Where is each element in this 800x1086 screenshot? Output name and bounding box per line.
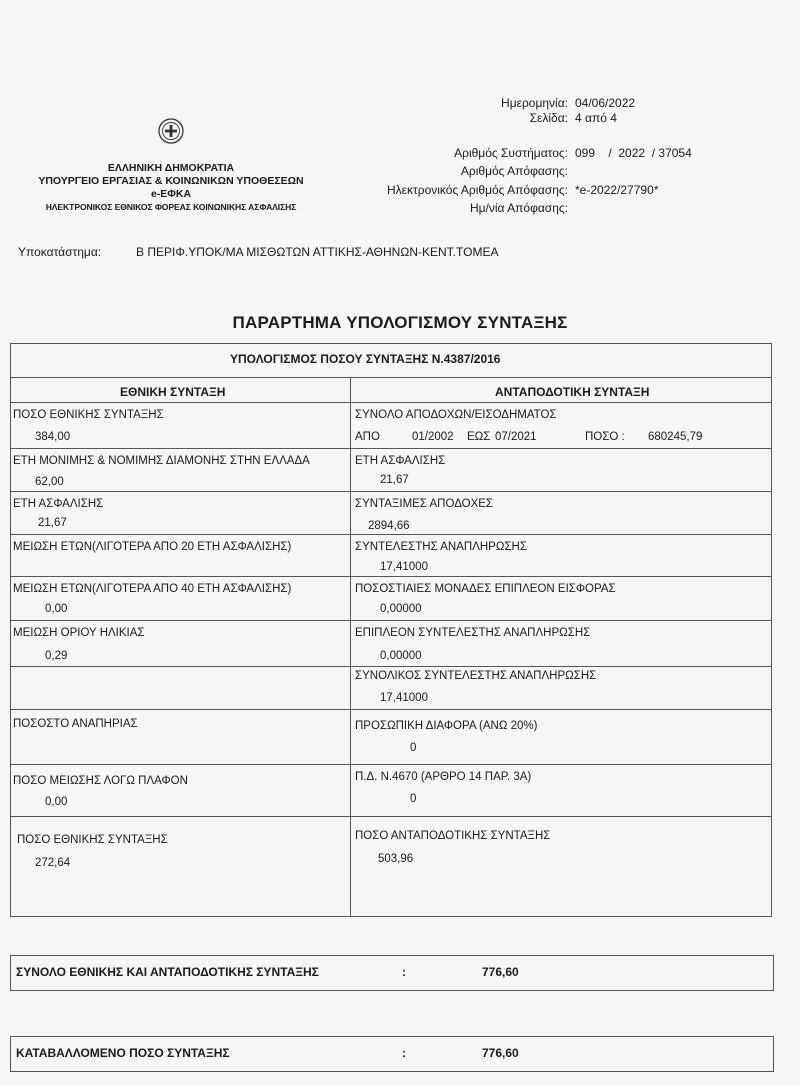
header-divider — [10, 402, 772, 403]
extra-replacement-rate-label: ΕΠΙΠΛΕΟΝ ΣΥΝΤΕΛΕΣΤΗΣ ΑΝΑΠΛΗΡΩΣΗΣ — [355, 627, 591, 639]
right-insurance-years-label: ΕΤΗ ΑΣΦΑΛΙΣΗΣ — [355, 455, 446, 467]
branch-value: Β ΠΕΡΙΦ.ΥΠΟΚ/ΜΑ ΜΙΣΘΩΤΩΝ ΑΤΤΙΚΗΣ-ΑΘΗΝΩΝ-ΚΕΝΤ.ΤΟΜΕΑ — [136, 245, 499, 259]
paid-pension-value: 776,60 — [482, 1046, 519, 1060]
right-row-divider — [350, 764, 772, 765]
table-bottom-border — [10, 916, 772, 917]
extra-replacement-rate-value: 0,00000 — [380, 650, 422, 662]
column-divider — [350, 377, 351, 917]
decision-number-label: Αριθμός Απόφασης: — [460, 164, 568, 178]
total-replacement-rate-value: 17,41000 — [380, 692, 428, 704]
contributory-pension-header: ΑΝΤΑΠΟΔΟΤΙΚΗ ΣΥΝΤΑΞΗ — [495, 385, 650, 399]
table-right-border — [771, 343, 772, 917]
right-row-divider — [350, 816, 772, 817]
total-replacement-rate-label: ΣΥΝΟΛΙΚΟΣ ΣΥΝΤΕΛΕΣΤΗΣ ΑΝΑΠΛΗΡΩΣΗΣ — [355, 670, 597, 682]
right-row-divider — [350, 491, 772, 492]
left-row-divider — [10, 816, 350, 817]
table-left-border — [10, 343, 11, 917]
total-pension-colon: : — [402, 965, 406, 979]
earnings-amount-value: 680245,79 — [648, 431, 703, 443]
left-row-divider — [10, 764, 350, 765]
e-decision-number-value: *e-2022/27790* — [575, 183, 659, 197]
personal-difference-value: 0 — [410, 742, 417, 754]
pensionable-earnings-value: 2894,66 — [368, 520, 410, 532]
left-row-divider — [10, 576, 350, 577]
branch-label: Υποκατάστημα: — [18, 245, 102, 259]
reduction-under-20-label: ΜΕΙΩΣΗ ΕΤΩΝ(ΛΙΓΟΤΕΡΑ ΑΠΟ 20 ΕΤΗ ΑΣΦΑΛΙΣΗΣ) — [13, 541, 292, 553]
page-label: Σελίδα: — [529, 111, 568, 125]
pd-4670-label: Π.Δ. Ν.4670 (ΑΡΘΡΟ 14 ΠΑΡ. 3Α) — [355, 771, 532, 783]
disability-percentage-label: ΠΟΣΟΣΤΟ ΑΝΑΠΗΡΙΑΣ — [13, 718, 138, 730]
contributory-amount-label: ΠΟΣΟ ΑΝΤΑΠΟΔΟΤΙΚΗΣ ΣΥΝΤΑΞΗΣ — [355, 830, 551, 842]
national-amount-label: ΠΟΣΟ ΕΘΝΙΚΗΣ ΣΥΝΤΑΞΗΣ — [13, 409, 164, 421]
earnings-from-value: 01/2002 — [412, 431, 454, 443]
extra-contribution-points-value: 0,00000 — [380, 603, 422, 615]
date-value: 04/06/2022 — [575, 96, 636, 110]
greek-coat-of-arms-icon — [158, 117, 184, 145]
system-number-label: Αριθμός Συστήματος: — [454, 146, 568, 160]
ceiling-reduction-label: ΠΟΣΟ ΜΕΙΩΣΗΣ ΛΟΓΩ ΠΛΑΦΟΝ — [13, 775, 188, 787]
ceiling-reduction-value: 0,00 — [45, 796, 68, 808]
page-title: ΠΑΡΑΡΤΗΜΑ ΥΠΟΛΟΓΙΣΜΟΥ ΣΥΝΤΑΞΗΣ — [232, 313, 568, 332]
contributory-amount-value: 503,96 — [378, 853, 414, 865]
earnings-to-label: ΕΩΣ — [467, 431, 491, 443]
date-label: Ημερομηνία: — [501, 96, 568, 110]
insurance-years-value: 21,67 — [38, 517, 67, 529]
left-row-divider — [10, 666, 350, 667]
org-line-3: e-ΕΦΚΑ — [150, 188, 192, 200]
left-row-divider — [10, 448, 350, 449]
total-pension-label: ΣΥΝΟΛΟ ΕΘΝΙΚΗΣ ΚΑΙ ΑΝΤΑΠΟΔΟΤΙΚΗΣ ΣΥΝΤΑΞΗΣ — [16, 965, 319, 979]
paid-pension-colon: : — [402, 1046, 406, 1060]
national-pension-header: ΕΘΝΙΚΗ ΣΥΝΤΑΞΗ — [120, 385, 226, 399]
right-row-divider — [350, 448, 772, 449]
organization-block — [0, 162, 342, 214]
extra-contribution-points-label: ΠΟΣΟΣΤΙΑΙΕΣ ΜΟΝΑΔΕΣ ΕΠΙΠΛΕΟΝ ΕΙΣΦΟΡΑΣ — [355, 583, 616, 595]
earnings-from-label: ΑΠΟ — [355, 431, 380, 443]
pd-4670-value: 0 — [410, 793, 417, 805]
section-divider — [10, 377, 772, 378]
table-top-border — [10, 343, 772, 344]
page-value: 4 από 4 — [575, 111, 617, 125]
age-limit-reduction-value: 0,29 — [45, 650, 68, 662]
right-row-divider — [350, 620, 772, 621]
right-insurance-years-value: 21,67 — [380, 474, 409, 486]
left-row-divider — [10, 709, 350, 710]
total-pension-value: 776,60 — [482, 965, 519, 979]
age-limit-reduction-label: ΜΕΙΩΣΗ ΟΡΙΟΥ ΗΛΙΚΙΑΣ — [13, 627, 145, 639]
earnings-amount-label: ΠΟΣΟ : — [585, 431, 625, 443]
residence-years-label: ΕΤΗ ΜΟΝΙΜΗΣ & ΝΟΜΙΜΗΣ ΔΙΑΜΟΝΗΣ ΣΤΗΝ ΕΛΛΑΔΑ — [13, 455, 310, 467]
right-row-divider — [350, 666, 772, 667]
reduction-under-40-value: 0,00 — [45, 603, 68, 615]
replacement-rate-value: 17,41000 — [380, 561, 428, 573]
total-earnings-label: ΣΥΝΟΛΟ ΑΠΟΔΟΧΩΝ/ΕΙΣΟΔΗΜΑΤΟΣ — [355, 409, 557, 421]
system-number-value: 099 / 2022 / 37054 — [575, 146, 692, 160]
org-line-1: ΕΛΛΗΝΙΚΗ ΔΗΜΟΚΡΑΤΙΑ — [107, 162, 235, 174]
decision-date-label: Ημ/νία Απόφασης: — [469, 201, 568, 215]
left-row-divider — [10, 534, 350, 535]
national-final-amount-label: ΠΟΣΟ ΕΘΝΙΚΗΣ ΣΥΝΤΑΞΗΣ — [17, 834, 168, 846]
org-line-4: ΗΛΕΚΤΡΟΝΙΚΟΣ ΕΘΝΙΚΟΣ ΦΟΡΕΑΣ ΚΟΙΝΩΝΙΚΗΣ ΑΣΦΑΛΙΣΗΣ — [45, 202, 297, 212]
right-row-divider — [350, 534, 772, 535]
org-line-2: ΥΠΟΥΡΓΕΙΟ ΕΡΓΑΣΙΑΣ & ΚΟΙΝΩΝΙΚΩΝ ΥΠΟΘΕΣΕΩΝ — [38, 175, 304, 187]
left-row-divider — [10, 620, 350, 621]
personal-difference-label: ΠΡΟΣΩΠΙΚΗ ΔΙΑΦΟΡΑ (ΑΝΩ 20%) — [355, 720, 538, 732]
replacement-rate-label: ΣΥΝΤΕΛΕΣΤΗΣ ΑΝΑΠΛΗΡΩΣΗΣ — [355, 541, 527, 553]
residence-years-value: 62,00 — [35, 476, 64, 488]
paid-pension-label: ΚΑΤΑΒΑΛΛΟΜΕΝΟ ΠΟΣΟ ΣΥΝΤΑΞΗΣ — [16, 1046, 230, 1060]
reduction-under-40-label: ΜΕΙΩΣΗ ΕΤΩΝ(ΛΙΓΟΤΕΡΑ ΑΠΟ 40 ΕΤΗ ΑΣΦΑΛΙΣΗΣ) — [13, 583, 292, 595]
national-amount-value: 384,00 — [35, 431, 71, 443]
earnings-to-value: 07/2021 — [495, 431, 537, 443]
left-row-divider — [10, 491, 350, 492]
insurance-years-label: ΕΤΗ ΑΣΦΑΛΙΣΗΣ — [13, 498, 104, 510]
section-title: ΥΠΟΛΟΓΙΣΜΟΣ ΠΟΣΟΥ ΣΥΝΤΑΞΗΣ Ν.4387/2016 — [230, 352, 501, 366]
right-row-divider — [350, 576, 772, 577]
e-decision-number-label: Ηλεκτρονικός Αριθμός Απόφασης: — [387, 183, 568, 197]
national-final-amount-value: 272,64 — [35, 857, 71, 869]
pensionable-earnings-label: ΣΥΝΤΑΞΙΜΕΣ ΑΠΟΔΟΧΕΣ — [355, 498, 494, 510]
right-row-divider — [350, 709, 772, 710]
